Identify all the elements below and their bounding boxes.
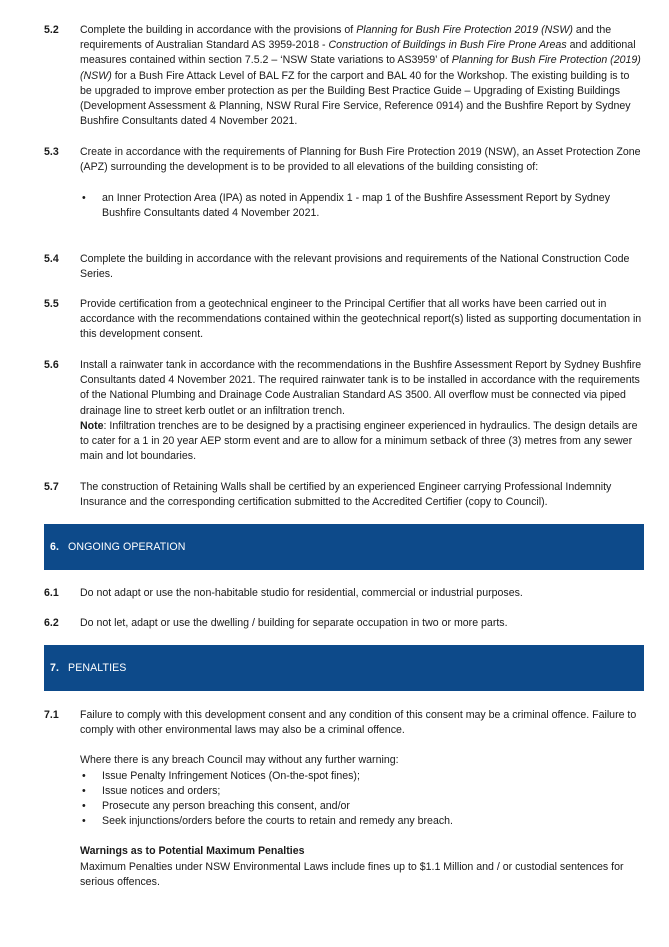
clause-5-5 xyxy=(44,297,644,343)
clause-5-3-bullets xyxy=(44,191,644,221)
clause-5-2 xyxy=(44,23,644,129)
clause-number: 5.6 xyxy=(44,359,59,371)
clause-text: The construction of Retaining Walls shall be certified by an experienced Engineer carrying Professional Indemnity Insurance and the corresponding certification submitted to the Accredited Certifier (copy to Council). xyxy=(80,481,612,509)
clause-number: 5.3 xyxy=(44,146,59,158)
list-item: • Issue notices and orders; xyxy=(80,784,644,799)
warnings-text: Maximum Penalties under NSW Environmental Laws include fines up to $1.1 Million and / or custodial sentences for serious offences. xyxy=(80,860,624,888)
clause-text: Complete the building in accordance with the provisions of Planning for Bush Fire Protection 2019 (NSW) and the requirements of Australian Standard AS 3959-2018 - Construction of Buildings in Bush Fire Prone Areas and additional measures contained within section 7.5.2 – ‘NSW State variations to AS3959’ of Planning for Bush Fire Protection (2019) (NSW) for a Bush Fire Attack Level of BAL FZ for the carport and BAL 40 for the Workshop. The existing building is to be upgraded to improve ember protection as per the Building Best Practice Guide – Upgrading of Existing Buildings (Development Assessment & Planning, NSW Rural Fire Service, Reference 0914) and the Bushfire Report by Sydney Bushfire Consultants dated 4 November 2021. xyxy=(80,24,641,128)
clause-text: Failure to comply with this development consent and any condition of this consent may be a criminal offence. Failure to comply with other environmental laws may also be a criminal offence. xyxy=(80,709,637,737)
section-title: PENALTIES xyxy=(68,662,127,674)
section-7-header xyxy=(44,645,644,691)
clause-text: Do not let, adapt or use the dwelling / building for separate occupation in two or more parts. xyxy=(80,617,508,629)
warnings-heading: Warnings as to Potential Maximum Penalties xyxy=(80,845,305,858)
clause-number: 5.2 xyxy=(44,24,59,36)
list-item: • Prosecute any person breaching this consent, and/or xyxy=(80,799,644,814)
clause-text: Provide certification from a geotechnical engineer to the Principal Certifier that all works have been carried out in accordance with the recommendations contained within the geotechnical report(s) listed as supporting documentation in this development consent. xyxy=(80,298,642,341)
clause-number: 5.7 xyxy=(44,481,59,493)
clause-note: Note: Infiltration trenches are to be designed by a practising engineer experienced in hydraulics. The design details are to cater for a 1 in 20 year AEP storm event and are to allow for a minimum setback of three (3) metres from any sewer main and lot boundaries. xyxy=(80,419,638,463)
clause-number: 5.4 xyxy=(44,253,59,265)
clause-text: Create in accordance with the requirements of Planning for Bush Fire Protection 2019 (NSW), an Asset Protection Zone (APZ) surrounding the development is to be provided to all elevations of the building consisting of: xyxy=(80,146,641,174)
section-title: ONGOING OPERATION xyxy=(68,541,186,553)
clause-number: 7.1 xyxy=(44,709,59,721)
section-number: 7. xyxy=(50,662,60,674)
clause-number: 6.2 xyxy=(44,617,59,629)
clause-5-7 xyxy=(44,480,644,510)
list-item: • Seek injunctions/orders before the courts to retain and remedy any breach. xyxy=(80,814,644,829)
clause-text-breach: Where there is any breach Council may without any further warning: xyxy=(80,754,399,767)
list-item: • an Inner Protection Area (IPA) as noted in Appendix 1 - map 1 of the Bushfire Assessment Report by Sydney Bushfire Consultants dated 4 November 2021. xyxy=(80,191,644,221)
clause-text: Install a rainwater tank in accordance with the recommendations in the Bushfire Assessment Report by Sydney Bushfire Consultants dated 4 November 2021. The required rainwater tank is to be installed in accordance with the requirements of the National Plumbing and Drainage Code Australian Standard AS 3500. All overflow must be connected via piped drainage line to street kerb outlet or an infiltration trench. xyxy=(80,359,642,417)
clause-text: Do not adapt or use the non-habitable studio for residential, commercial or industrial purposes. xyxy=(80,587,523,599)
bullet-list xyxy=(80,191,644,221)
clause-text: Complete the building in accordance with the relevant provisions and requirements of the National Construction Code Series. xyxy=(80,253,630,281)
clause-number: 6.1 xyxy=(44,587,59,599)
clause-6-1 xyxy=(44,586,644,601)
clause-number: 5.5 xyxy=(44,298,59,310)
clause-7-1 xyxy=(44,708,644,890)
clause-5-4 xyxy=(44,252,644,282)
section-6-header xyxy=(44,524,644,570)
clause-6-2 xyxy=(44,616,644,631)
section-number: 6. xyxy=(50,541,60,553)
clause-5-3 xyxy=(44,145,644,175)
clause-5-6 xyxy=(44,358,644,464)
bullet-list xyxy=(80,769,644,830)
list-item: • Issue Penalty Infringement Notices (On-the-spot fines); xyxy=(80,769,644,784)
